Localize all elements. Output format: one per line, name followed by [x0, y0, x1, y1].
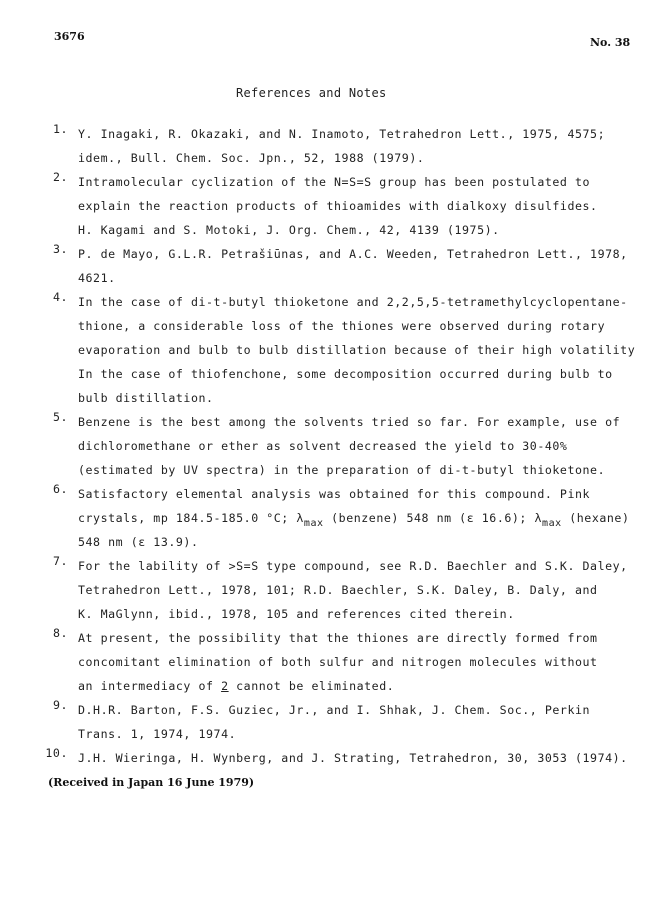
reference-line: dichloromethane or ether as solvent decreased the yield to 30-40%: [78, 439, 568, 453]
compound-number: 2: [221, 679, 229, 693]
reference-4: [30, 290, 650, 410]
reference-line: J.H. Wieringa, H. Wynberg, and J. Strating, Tetrahedron, 30, 3053 (1974).: [78, 751, 628, 765]
reference-1: [30, 122, 650, 170]
reference-10: [30, 746, 650, 770]
reference-line: H. Kagami and S. Motoki, J. Org. Chem., 42, 4139 (1975).: [78, 223, 500, 237]
reference-7: [30, 554, 650, 626]
reference-line: idem., Bull. Chem. Soc. Jpn., 52, 1988 (1979).: [78, 151, 425, 165]
reference-line: concomitant elimination of both sulfur and nitrogen molecules without: [78, 655, 598, 669]
text-fragment: S=S type compound, see R.D. Baechler and S.K. Daley,: [236, 559, 628, 573]
reference-6: [30, 482, 650, 554]
reference-line: D.H.R. Barton, F.S. Guziec, Jr., and I. Shhak, J. Chem. Soc., Perkin: [78, 703, 591, 717]
reference-line: In the case of thiofenchone, some decomposition occurred during bulb to: [78, 367, 613, 381]
reference-3: [30, 242, 650, 290]
reference-2: [30, 170, 650, 242]
reference-number: 3.: [52, 242, 68, 256]
reference-line: Y. Inagaki, R. Okazaki, and N. Inamoto, Tetrahedron Lett., 1975, 4575;: [78, 127, 606, 141]
reference-8: [30, 626, 650, 698]
reference-line: K. MaGlynn, ibid., 1978, 105 and references cited therein.: [78, 607, 515, 621]
reference-line: Benzene is the best among the solvents tried so far. For example, use of: [78, 415, 621, 429]
reference-line: thione, a considerable loss of the thiones were observed during rotary: [78, 319, 606, 333]
reference-line: Trans. 1, 1974, 1974.: [78, 727, 237, 741]
reference-number: 7.: [52, 554, 68, 568]
reference-line: (estimated by UV spectra) in the preparation of di-t-butyl thioketone.: [78, 463, 606, 477]
reference-line: bulb distillation.: [78, 391, 214, 405]
reference-list: [30, 122, 650, 770]
reference-number: 4.: [52, 290, 68, 304]
reference-line: P. de Mayo, G.L.R. Petrašiūnas, and A.C. Weeden, Tetrahedron Lett., 1978,: [78, 247, 628, 261]
reference-number: 5.: [52, 410, 68, 424]
reference-number: 9.: [52, 698, 68, 712]
reference-5: [30, 410, 650, 482]
reference-number: 2.: [52, 170, 68, 184]
subscript-max: max: [303, 518, 324, 529]
reference-line: At present, the possibility that the thiones are directly formed from: [78, 631, 598, 645]
text-fragment: (benzene) 548 nm (ε 16.6); λ: [323, 511, 542, 525]
text-fragment: For the lability of: [78, 559, 229, 573]
section-title: References and Notes: [236, 86, 387, 100]
reference-line-intermediacy: [78, 674, 650, 698]
reference-line: Intramolecular cyclization of the N=S=S group has been postulated to: [78, 175, 591, 189]
reference-number: 6.: [52, 482, 68, 496]
reference-line: 548 nm (ε 13.9).: [78, 535, 199, 549]
reference-number: 10.: [45, 746, 68, 760]
text-fragment: (hexane): [561, 511, 630, 525]
reference-line: explain the reaction products of thioamides with dialkoxy disulfides.: [78, 199, 598, 213]
text-fragment: cannot be eliminated.: [228, 679, 395, 693]
reference-line: Satisfactory elemental analysis was obtained for this compound. Pink: [78, 487, 591, 501]
reference-line: Tetrahedron Lett., 1978, 101; R.D. Baechler, S.K. Daley, B. Daly, and: [78, 583, 598, 597]
reference-9: [30, 698, 650, 746]
page-number: 3676: [54, 30, 85, 43]
reference-line: In the case of di-t-butyl thioketone and 2,2,5,5-tetramethylcyclopentane-: [78, 295, 628, 309]
issue-number: No. 38: [590, 36, 631, 49]
text-fragment: crystals, mp 184.5-185.0 °C; λ: [78, 511, 304, 525]
bracket-symbol: >: [228, 559, 237, 573]
reference-number: 8.: [52, 626, 68, 640]
received-date: (Received in Japan 16 June 1979): [48, 776, 255, 789]
reference-line-spectra: [78, 506, 650, 530]
reference-number: 1.: [52, 122, 68, 136]
subscript-max: max: [542, 518, 562, 529]
reference-line: 4621.: [78, 271, 116, 285]
reference-line: evaporation and bulb to bulb distillation because of their high volatility: [78, 343, 636, 357]
text-fragment: an intermediacy of: [78, 679, 222, 693]
reference-line-lability: [78, 554, 650, 578]
